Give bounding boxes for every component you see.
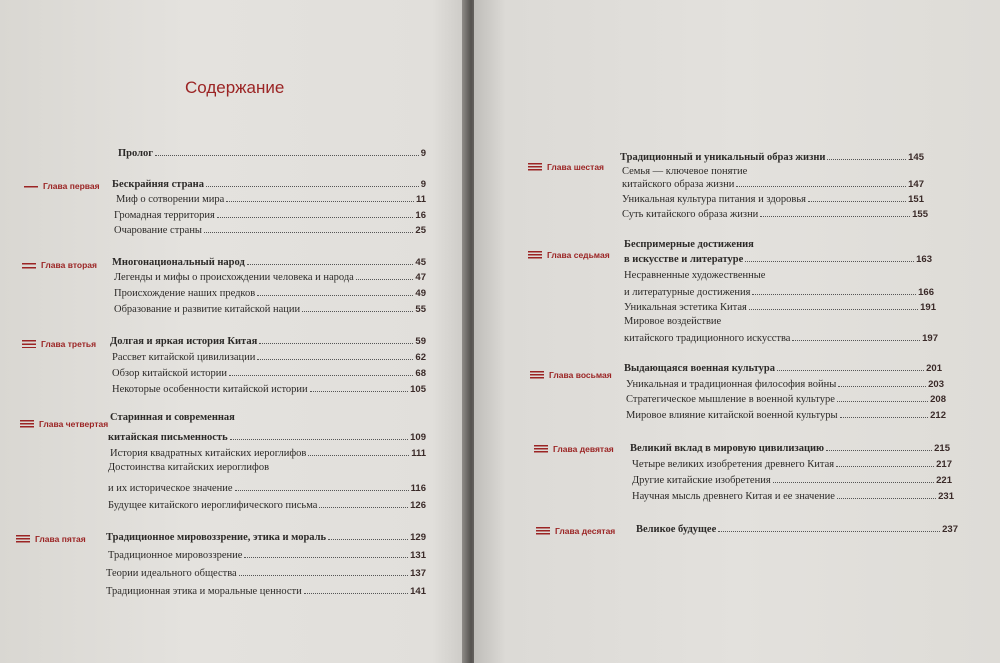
toc-entry: Другие китайские изобретения 221 <box>632 475 952 486</box>
chapter-label-9: Глава девятая <box>534 444 614 454</box>
toc-entry-prolog <box>118 144 426 159</box>
toc-entry: Беспримерные достижения <box>624 239 754 250</box>
chapter-mark-icon <box>20 420 34 429</box>
chapter-label-4: Глава четвертая <box>20 419 108 429</box>
chapter-mark-icon <box>528 251 542 260</box>
toc-entry: Семья — ключевое понятие <box>622 166 748 177</box>
toc-entry: Мировое воздействие <box>624 316 722 327</box>
chapter-mark-icon <box>22 340 36 348</box>
chapter-mark-icon <box>16 535 30 544</box>
chapter-label-3: Глава третья <box>22 339 96 349</box>
toc-entry: Уникальная эстетика Китая 191 <box>624 302 936 313</box>
toc-entry: Будущее китайского иероглифического письма 126 <box>108 500 426 511</box>
toc-entry: Стратегическое мышление в военной культуре 208 <box>626 394 946 405</box>
toc-entry: Происхождение наших предков 49 <box>114 288 426 299</box>
toc-entry: Уникальная и традиционная философия войны 203 <box>626 379 944 390</box>
chapter-mark-icon <box>22 261 36 270</box>
toc-entry: Традиционное мировоззрение 131 <box>108 550 426 561</box>
toc-entry: китайского традиционного искусства 197 <box>624 333 938 344</box>
toc-entry: Великое будущее 237 <box>636 524 958 535</box>
toc-entry: Великий вклад в мировую цивилизацию 215 <box>630 443 950 454</box>
toc-entry: Теории идеального общества 137 <box>106 568 426 579</box>
toc-entry: История квадратных китайских иероглифов 111 <box>110 448 426 459</box>
page-title: Содержание <box>185 78 285 97</box>
toc-entry: Долгая и яркая история Китая 59 <box>110 336 426 347</box>
toc-entry: Обзор китайской истории 68 <box>112 368 426 379</box>
chapter-label-10: Глава десятая <box>536 526 615 536</box>
toc-entry: китайского образа жизни 147 <box>622 179 924 190</box>
chapter-label-1: Глава первая <box>24 181 100 191</box>
chapter-label-2: Глава вторая <box>22 260 97 270</box>
chapter-mark-icon <box>24 182 38 191</box>
chapter-label-5: Глава пятая <box>16 534 86 544</box>
toc-entry: Выдающаяся военная культура 201 <box>624 363 942 374</box>
toc-entry: Многонациональный народ 45 <box>112 257 426 268</box>
entry-text: Пролог <box>118 148 154 159</box>
chapter-label-7: Глава седьмая <box>528 250 610 260</box>
right-page <box>474 0 1000 663</box>
toc-entry: и литературные достижения 166 <box>624 287 934 298</box>
toc-entry: Очарование страны 25 <box>114 225 426 236</box>
toc-entry: Громадная территория 16 <box>114 210 426 221</box>
toc-entry: Традиционное мировоззрение, этика и мораль 129 <box>106 532 426 543</box>
chapter-label-8: Глава восьмая <box>530 370 612 380</box>
entry-page: 9 <box>420 148 426 159</box>
toc-entry: в искусстве и литературе 163 <box>624 254 932 265</box>
toc-entry: и их историческое значение 116 <box>108 483 426 494</box>
toc-entry: Четыре великих изобретения древнего Китая 217 <box>632 459 952 470</box>
left-page <box>0 0 470 663</box>
toc-entry: Несравненные художественные <box>624 270 766 281</box>
chapter-mark-icon <box>528 163 542 172</box>
toc-entry: Образование и развитие китайской нации 55 <box>114 304 426 315</box>
toc-entry: Бескрайняя страна 9 <box>112 179 426 190</box>
toc-entry: Некоторые особенности китайской истории 105 <box>112 384 426 395</box>
toc-entry: Суть китайского образа жизни 155 <box>622 209 928 220</box>
chapter-mark-icon <box>536 527 550 536</box>
toc-entry: Традиционная этика и моральные ценности 141 <box>106 586 426 597</box>
toc-entry: Легенды и мифы о происхождении человека и народа 47 <box>114 272 426 283</box>
toc-entry: Традиционный и уникальный образ жизни 145 <box>620 152 924 163</box>
toc-entry: Старинная и современная <box>110 412 235 423</box>
toc-entry: Уникальная культура питания и здоровья 151 <box>622 194 924 205</box>
toc-entry: китайская письменность 109 <box>108 432 426 443</box>
chapter-mark-icon <box>530 371 544 380</box>
chapter-label-6: Глава шестая <box>528 162 604 172</box>
toc-entry: Достоинства китайских иероглифов <box>108 462 270 473</box>
toc-entry: Мировое влияние китайской военной культуры 212 <box>626 410 946 421</box>
chapter-mark-icon <box>534 445 548 454</box>
toc-entry: Научная мысль древнего Китая и ее значение 231 <box>632 491 954 502</box>
toc-entry: Рассвет китайской цивилизации 62 <box>112 352 426 363</box>
toc-entry: Миф о сотворении мира 11 <box>116 194 426 205</box>
